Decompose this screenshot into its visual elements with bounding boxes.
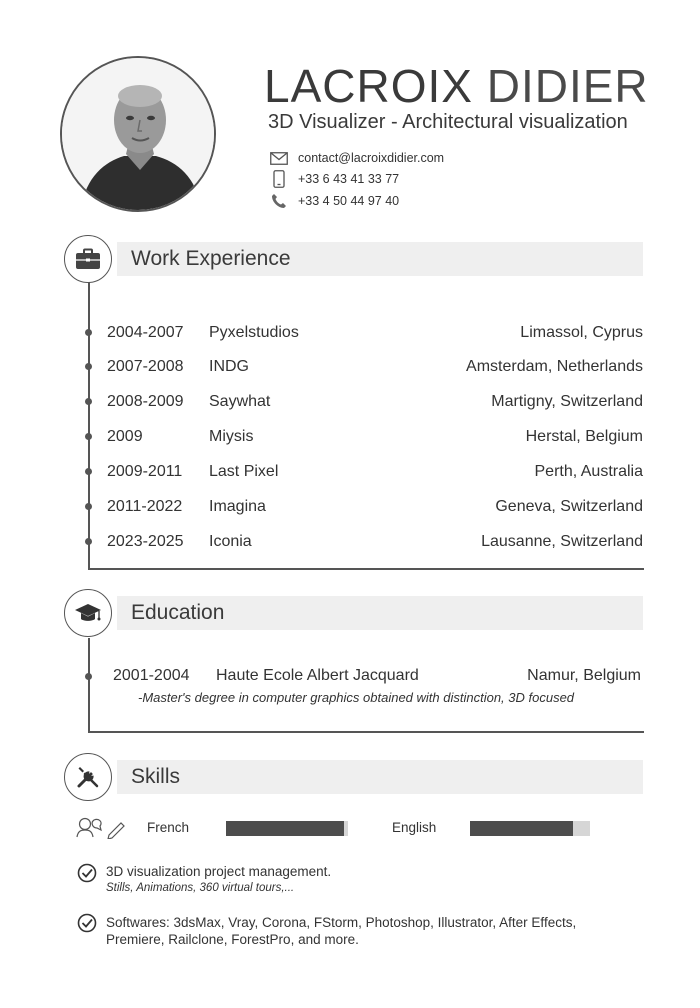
language-level-english xyxy=(470,821,573,836)
last-name: DIDIER xyxy=(486,60,649,112)
job-company: Last Pixel xyxy=(209,463,279,480)
education-timeline-dot xyxy=(85,673,92,680)
job-location: Geneva, Switzerland xyxy=(495,498,643,515)
candidate-name xyxy=(264,58,649,114)
first-name: LACROIX xyxy=(264,60,473,112)
work-timeline-line xyxy=(88,282,90,570)
work-timeline-dot xyxy=(85,398,92,405)
skills-section-title: Skills xyxy=(131,765,181,788)
job-company: INDG xyxy=(209,358,249,375)
phone-handset-icon xyxy=(268,192,290,210)
education-note: -Master's degree in computer graphics obtained with distinction, 3D focused xyxy=(138,690,575,705)
check-circle-icon xyxy=(77,913,97,938)
job-title: 3D Visualizer - Architectural visualization xyxy=(268,111,628,133)
language-label-english: English xyxy=(392,820,437,835)
job-years: 2011-2022 xyxy=(107,498,183,515)
job-company: Saywhat xyxy=(209,393,271,410)
job-location: Martigny, Switzerland xyxy=(491,393,643,410)
work-timeline-dot xyxy=(85,329,92,336)
email-row xyxy=(268,148,444,168)
job-company: Miysis xyxy=(209,428,254,445)
skill-main: 3D visualization project management. xyxy=(106,864,332,879)
language-label-french: French xyxy=(147,820,190,835)
job-location: Limassol, Cyprus xyxy=(520,324,643,341)
tools-icon xyxy=(64,753,112,801)
check-circle-icon xyxy=(77,863,97,888)
work-section-title: Work Experience xyxy=(131,247,291,270)
work-timeline-dot xyxy=(85,538,92,545)
skill-main: Softwares: 3dsMax, Vray, Corona, FStorm, Photoshop, Illustrator, After Effects, xyxy=(106,915,577,930)
skill-item xyxy=(106,914,576,948)
work-bottom-rule xyxy=(88,568,644,570)
job-years: 2004-2007 xyxy=(107,324,184,341)
skill-item xyxy=(106,863,331,897)
briefcase-icon xyxy=(64,235,112,283)
job-years: 2009-2011 xyxy=(107,463,183,480)
mobile-text: +33 6 43 41 33 77 xyxy=(298,172,400,186)
work-timeline-dot xyxy=(85,433,92,440)
work-entry xyxy=(107,496,643,518)
mobile-phone-icon xyxy=(268,170,290,188)
education-entry xyxy=(113,667,641,685)
email-text[interactable]: contact@lacroixdidier.com xyxy=(298,151,445,165)
work-entry xyxy=(107,391,643,413)
job-location: Perth, Australia xyxy=(534,463,643,480)
work-timeline-dot xyxy=(85,468,92,475)
envelope-icon xyxy=(268,149,290,167)
work-entry xyxy=(107,531,643,553)
work-timeline-dot xyxy=(85,503,92,510)
skill-main-continued: Premiere, Railclone, ForestPro, and more. xyxy=(106,932,359,947)
job-location: Lausanne, Switzerland xyxy=(481,533,643,550)
skills-section-header xyxy=(117,760,643,794)
job-years: 2007-2008 xyxy=(107,358,184,375)
mobile-row xyxy=(268,169,399,189)
work-section-header xyxy=(117,242,643,276)
job-years: 2009 xyxy=(107,428,143,445)
language-bar-french xyxy=(226,821,348,836)
phone-text: +33 4 50 44 97 40 xyxy=(298,194,400,208)
work-timeline-dot xyxy=(85,363,92,370)
profile-photo xyxy=(60,56,216,212)
phone-row xyxy=(268,191,399,211)
job-company: Imagina xyxy=(209,498,266,515)
work-entry xyxy=(107,461,643,483)
language-level-french xyxy=(226,821,344,836)
job-location: Amsterdam, Netherlands xyxy=(466,358,643,375)
speak-write-icon xyxy=(76,817,130,839)
job-location: Herstal, Belgium xyxy=(525,428,643,445)
education-section-title: Education xyxy=(131,601,225,624)
job-years: 2023-2025 xyxy=(107,533,184,550)
education-years: 2001-2004 xyxy=(113,667,190,684)
work-entry xyxy=(107,426,643,448)
education-timeline-line xyxy=(88,638,90,732)
education-bottom-rule xyxy=(88,731,644,733)
job-company: Iconia xyxy=(209,533,252,550)
job-company: Pyxelstudios xyxy=(209,324,299,341)
job-years: 2008-2009 xyxy=(107,393,184,410)
education-location: Namur, Belgium xyxy=(527,667,641,684)
work-entry xyxy=(107,356,643,378)
education-school: Haute Ecole Albert Jacquard xyxy=(216,667,419,684)
skill-sub: Stills, Animations, 360 virtual tours,... xyxy=(106,882,295,894)
education-section-header xyxy=(117,596,643,630)
graduation-cap-icon xyxy=(64,589,112,637)
work-entry xyxy=(107,322,643,344)
language-bar-english xyxy=(470,821,590,836)
